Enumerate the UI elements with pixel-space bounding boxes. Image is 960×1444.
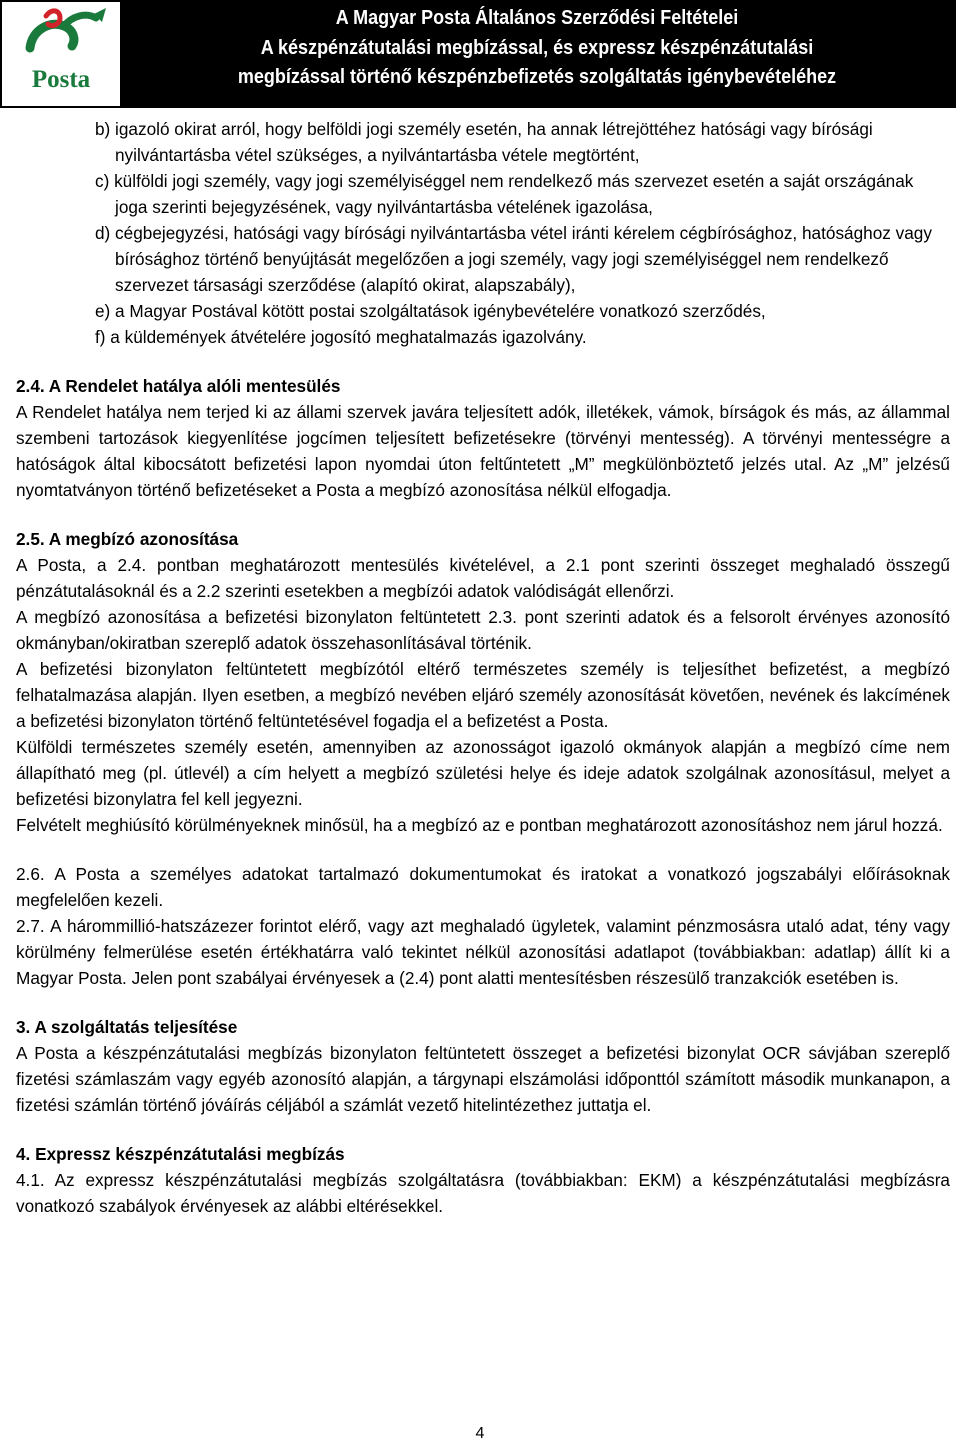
header-title [122, 4, 952, 93]
page-number: 4 [475, 1425, 485, 1442]
paragraph: A Posta, a 2.4. pontban meghatározott mentesülés kivételével, a 2.1 pont szerinti összeget meghaladó összegű pénzátutalásoknál és a 2.2 szerinti esetekben a megbízói adatok valódiságát ellenőrzi. [16, 555, 950, 601]
section-text-2-6: 2.6. A Posta a személyes adatokat tartalmazó dokumentumokat és iratokat a vonatkozó jogszabályi előírásoknak megfelelően kezeli. [16, 864, 950, 910]
list-item: e) a Magyar Postával kötött postai szolgáltatások igénybevételére vonatkozó szerződés, [95, 301, 766, 321]
header-title-line-2: A készpénzátutalási megbízással, és expressz készpénzátutalási [260, 36, 814, 59]
section-text-3: A Posta a készpénzátutalási megbízás bizonylaton feltüntetett összeget a befizetési bizonylat OCR sávjában szereplő fizetési számlaszám vagy egyéb azonosító alapján, a tárgynapi elszámolási időponttól számított második munkanapon, a fizetési számlán történő jóváírás céljából a számlát vezető hitelintézethez juttatja el. [16, 1043, 950, 1115]
header-title-line-3: megbízással történő készpénzbefizetés szolgáltatás igénybevételéhez [237, 66, 837, 88]
paragraph: A befizetési bizonylaton feltüntetett megbízótól eltérő természetes személy is teljesíthet befizetést, a megbízó felhatalmazása alapján. Ilyen esetben, a megbízó nevében eljáró személy azonosítását követően, nevének és lakcímének a befizetési bizonylaton történő feltüntetésével fogadja el a befizetést a Posta. [16, 659, 950, 731]
document-header [0, 0, 956, 108]
list-item: b) igazoló okirat arról, hogy belföldi jogi személy esetén, ha annak létrejöttéhez hatósági vagy bírósági nyilvántartásba vétel szükséges, a nyilvántartásba vétele megtörtént, [95, 119, 873, 165]
section-heading-2-5: 2.5. A megbízó azonosítása [16, 529, 239, 549]
header-title-line-1: A Magyar Posta Általános Szerződési Feltételei [335, 7, 739, 29]
paragraph: A megbízó azonosítása a befizetési bizonylaton feltüntetett 2.3. pont szerinti adatok és a felsorolt érvényes azonosító okmányban/okiratban szereplő adatok összehasonlításával történik. [16, 607, 950, 653]
section-text-2-4: A Rendelet hatálya nem terjed ki az állami szervek javára teljesített adók, illetékek, vámok, bírságok és más, az állammal szembeni tartozások kiegyenlítése jogcímen teljesített befizetésekre (törvényi mentesség). A törvényi mentességre a hatóságok által kibocsátott befizetési lapon nyomdai úton feltűntetett „M” megkülönböztető jelzés utal. Az „M” jelzésű nyomtatványon történő befizetéseket a Posta a megbízó azonosítása nélkül elfogadja. [16, 402, 950, 500]
paragraph: Felvételt meghiúsító körülményeknek minősül, ha a megbízó az e pontban meghatározott azonosításhoz nem járul hozzá. [16, 815, 943, 835]
section-heading-4: 4. Expressz készpénzátutalási megbízás [16, 1144, 345, 1164]
section-heading-3: 3. A szolgáltatás teljesítése [16, 1017, 238, 1037]
section-heading-2-4: 2.4. A Rendelet hatálya alóli mentesülés [16, 376, 341, 396]
list-item: f) a küldemények átvételére jogosító meghatalmazás igazolvány. [95, 327, 587, 347]
logo-text: Posta [31, 66, 91, 93]
list-item: d) cégbejegyzési, hatósági vagy bírósági nyilvántartásba vétel iránti kérelem cégbírósághoz, hatósághoz vagy bírósághoz történő benyújtását megelőzően a jogi személy, vagy jogi személyiséggel nem rendelkező szervezet társasági szerződése (alapító okirat, alapszabály), [95, 223, 932, 295]
list-item: c) külföldi jogi személy, vagy jogi személyiséggel nem rendelkező más szervezet esetén a saját országának joga szerinti bejegyzésének, vagy nyilvántartásba vételének igazolása, [95, 171, 914, 217]
document-body [16, 116, 950, 1219]
paragraph: Külföldi természetes személy esetén, amennyiben az azonosságot igazoló okmányok alapján a megbízó címe nem állapítható meg (pl. útlevél) a cím helyett a megbízó születési helye és ideje adatok szolgálnak azonosításul, melyet a befizetési bizonylatra fel kell jegyezni. [16, 737, 950, 809]
section-text-2-7: 2.7. A hárommillió-hatszázezer forintot elérő, vagy azt meghaladó ügyletek, valamint pénzmosásra utaló adat, tény vagy körülmény felmerülése esetén értékhatárra való tekintet nélkül azonosítási adatlapot (továbbiakban: adatlap) állít ki a Magyar Posta. Jelen pont szabályai érvényesek a (2.4) pont alatti mentesítésben részesülő tranzakciók esetében is. [16, 916, 950, 988]
posta-logo [2, 2, 122, 106]
section-text-4: 4.1. Az expressz készpénzátutalási megbízás szolgáltatásra (továbbiakban: EKM) a készpénzátutalási megbízásra vonatkozó szabályok érvényesek az alábbi eltérésekkel. [16, 1170, 950, 1216]
